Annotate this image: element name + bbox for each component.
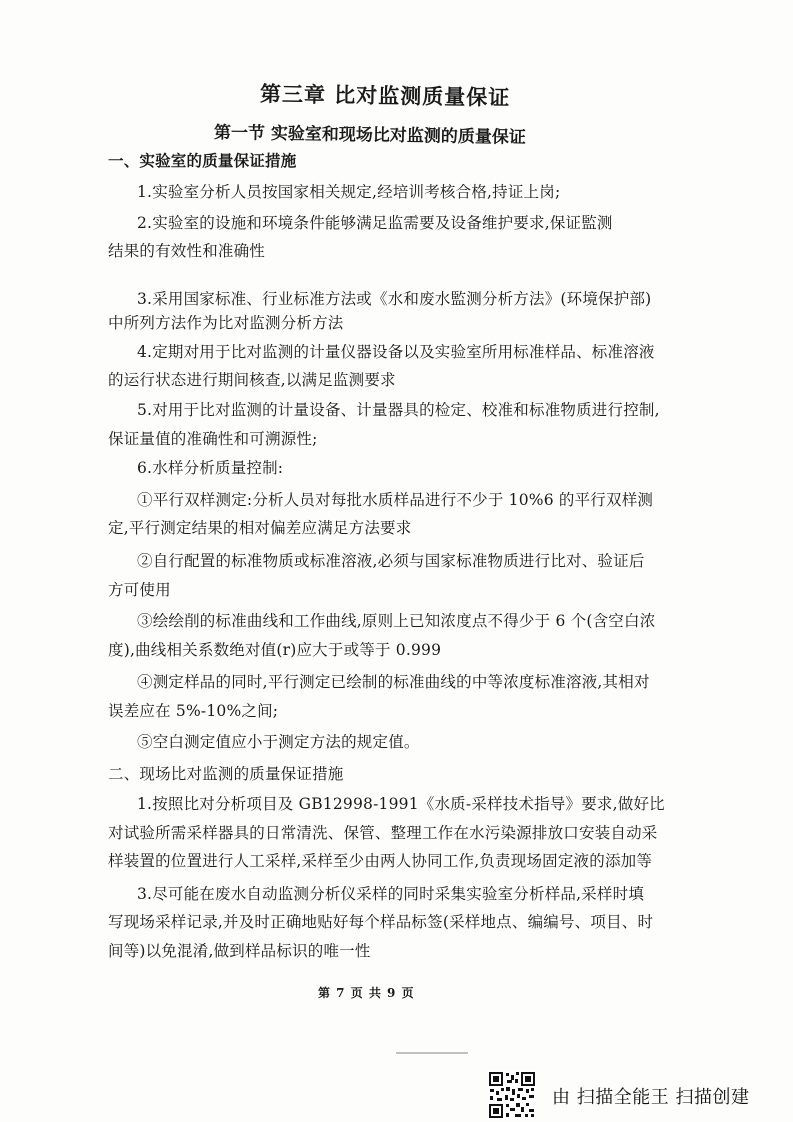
paragraph-line: ⑤空白测定值应小于测定方法的规定值。 (137, 733, 420, 751)
section-title: 第一节 实验室和现场比对监测的质量保证 (213, 123, 527, 148)
paragraph-line: 保证量值的准确性和可溯源性; (108, 430, 318, 448)
page-number: 第 7 页 共 9 页 (318, 986, 415, 1000)
paragraph-line: 度),曲线相关系数绝对值(r)应大于或等于 0.999 (108, 641, 442, 659)
paragraph-line: 写现场采样记录,并及时正确地贴好每个样品标签(采样地点、编编号、项目、时 (108, 913, 654, 931)
paragraph-line: 样装置的位置进行人工采样,采样至少由两人协同工作,负责现场固定液的添加等 (108, 852, 653, 870)
paragraph-line: 3.尽可能在废水自动监测分析仪采样的同时采集实验室分析样品,采样时填 (137, 885, 645, 903)
paragraph-line: 3.采用国家标准、行业标准方法或《水和废水監测分析方法》(环境保护部) (137, 290, 652, 308)
chapter-title: 第三章 比对监测质量保证 (259, 81, 511, 110)
scan-artifact-line (396, 1052, 468, 1054)
paragraph-line: 间等)以免混淆,做到样品标识的唯一性 (108, 942, 371, 960)
paragraph-line: 2.实验室的设施和环境条件能够满足监需要及设备维护要求,保证監测 (137, 214, 613, 232)
paragraph-line: ④测定样品的同时,平行测定已绘制的标准曲线的中等浓度标准溶液,其相对 (137, 673, 650, 691)
paragraph-line: 方可使用 (108, 581, 171, 599)
paragraph-line: 1.实验室分析人员按国家相关规定,经培训考核合格,持证上岗; (137, 183, 561, 201)
qr-code-icon (488, 1071, 536, 1119)
part1-heading: 一、实验室的质量保证措施 (108, 151, 297, 170)
paragraph-line: 定,平行测定结果的相对偏差应满足方法要求 (108, 519, 412, 537)
paragraph-line: 1.按照比对分析项目及 GB12998-1991《水质-采样技术指导》要求,做好比 (137, 795, 665, 813)
paragraph-line: 5.对用于比对监测的计量设备、计量器具的检定、校准和标准物质进行控制, (137, 401, 660, 419)
paragraph-line: 误差应在 5%-10%之间; (108, 702, 279, 720)
paragraph-line: 4.定期对用于比对监测的计量仪器设备以及实验室所用标准样品、标准溶液 (137, 343, 655, 361)
paragraph-line: ①平行双样测定:分析人员对每批水质样品进行不少于 10%6 的平行双样测 (137, 491, 654, 509)
scanner-watermark-text: 由 扫描全能王 扫描创建 (552, 1087, 750, 1108)
paragraph-line: 结果的有效性和准确性 (108, 242, 266, 260)
paragraph-line: ②自行配置的标准物质或标准溶液,必须与国家标准物质进行比对、验证后 (137, 552, 645, 570)
paragraph-line: 对试验所需采样器具的日常清洗、保管、整理工作在水污染源排放口安装自动采 (108, 824, 658, 842)
part2-heading: 二、现场比对监测的质量保证措施 (108, 765, 344, 783)
paragraph-line: 中所列方法作为比对监测分析方法 (108, 314, 344, 332)
paragraph-line: ③绘绘削的标准曲线和工作曲线,原则上已知浓度点不得少于 6 个(含空白浓 (137, 612, 656, 630)
paragraph-line: 6.水样分析质量控制: (137, 459, 284, 477)
paragraph-line: 的运行状态进行期间核查,以满足监测要求 (108, 371, 396, 389)
